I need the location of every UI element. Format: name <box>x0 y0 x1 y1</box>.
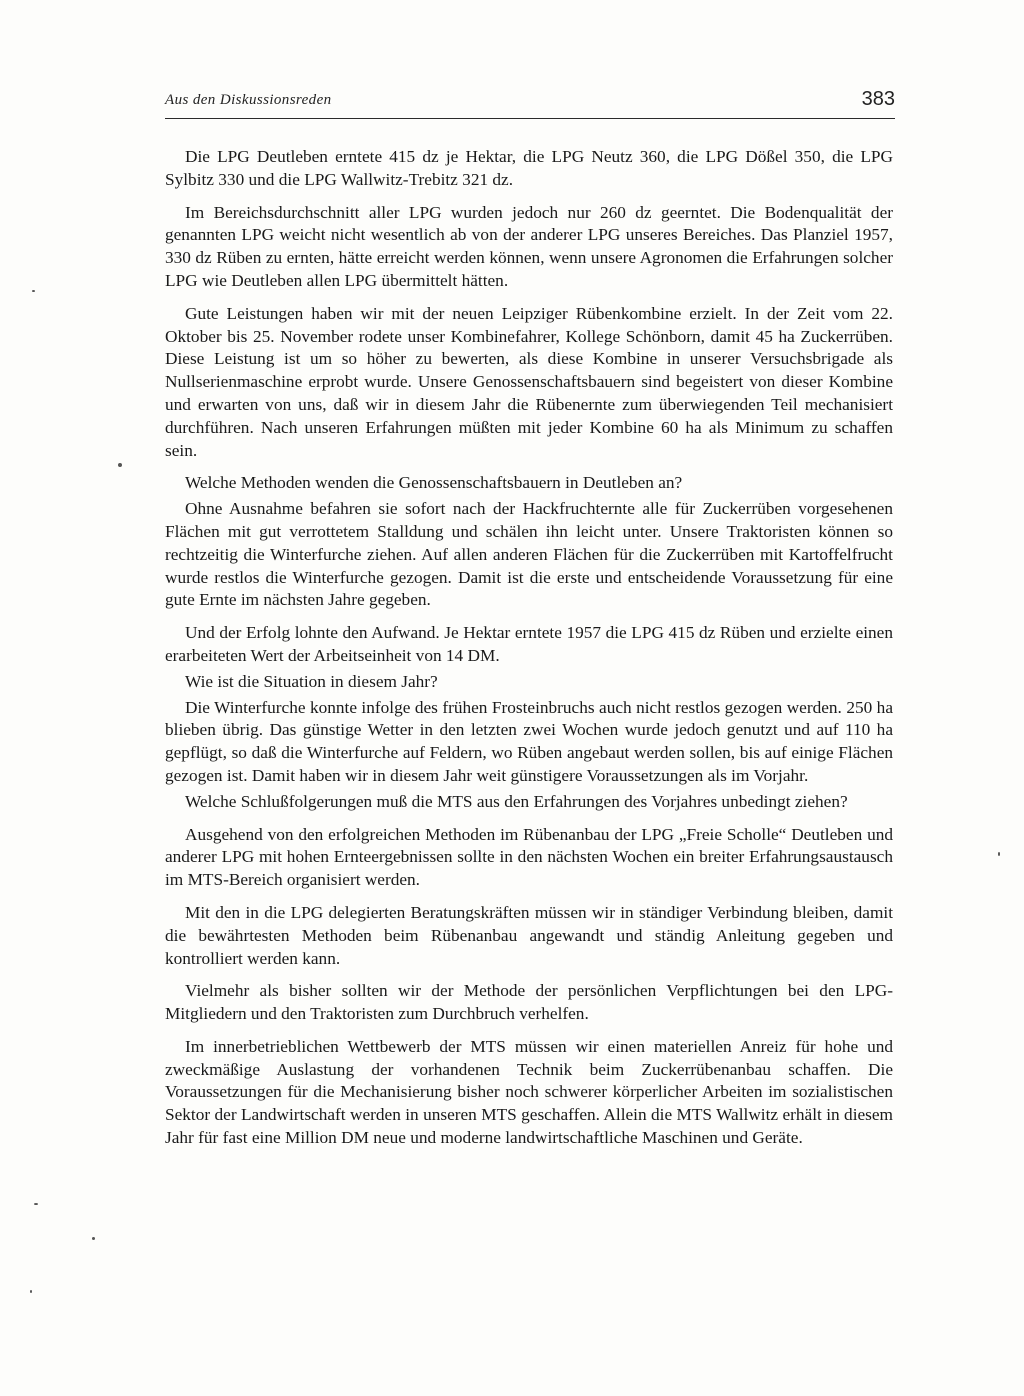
question-paragraph: Welche Schlußfolgerungen muß die MTS aus den Erfahrungen des Vorjahres unbedingt ziehen? <box>185 791 848 811</box>
running-head: Aus den Diskussionsreden <box>165 92 332 108</box>
question-paragraph: Wie ist die Situation in diesem Jahr? <box>185 671 438 691</box>
scan-speck <box>30 1290 32 1293</box>
paragraph: Ohne Ausnahme befahren sie sofort nach der Hackfruchternte alle für Zuckerrüben vorgesehenen Flächen mit gut verrottetem Stalldung und schälen ihn leicht unter. Unsere Traktoristen können so rechtzeitig die Winterfurche ziehen. Auf allen anderen Flächen für die Zuckerrüben mit Kartoffelfrucht wurde restlos die Winterfurche gezogen. Damit ist die erste und entscheidende Voraussetzung für eine gute Ernte im nächsten Jahre gegeben. <box>165 499 893 610</box>
scan-speck <box>998 852 1000 856</box>
question-paragraph: Welche Methoden wenden die Genossenschaftsbauern in Deutleben an? <box>185 473 683 493</box>
paragraph: Die LPG Deutleben erntete 415 dz je Hektar, die LPG Neutz 360, die LPG Dößel 350, die LPG Sylbitz 330 und die LPG Wallwitz-Trebitz 321 dz. <box>165 147 893 189</box>
paragraph: Vielmehr als bisher sollten wir der Methode der persönlichen Verpflichtungen bei den LPG-Mitgliedern und den Traktoristen zum Durchbruch verhelfen. <box>165 981 893 1024</box>
scan-speck <box>32 290 35 292</box>
body-text <box>165 146 893 1160</box>
paragraph: Und der Erfolg lohnte den Aufwand. Je Hektar erntete 1957 die LPG 415 dz Rüben und erzielte einen erarbeiteten Wert der Arbeitseinheit von 14 DM. <box>165 623 893 665</box>
scan-speck <box>118 463 122 467</box>
page-header <box>165 88 895 119</box>
paragraph: Gute Leistungen haben wir mit der neuen Leipziger Rübenkombine erzielt. In der Zeit vom 22. Oktober bis 25. November rodete unser Kombinefahrer, Kollege Schönborn, damit 45 ha Zuckerrüben. Diese Leistung ist um so höher zu bewerten, als diese Kombine in unserer Versuchsbrigade als Nullserienmaschine erprobt wurde. Unsere Genossenschaftsbauern sind begeistert von dieser Kombine und erwarten von uns, daß wir in diesem Jahr die Rübenernte zum überwiegenden Teil mechanisiert durchführen. Nach unseren Erfahrungen müßten mit jeder Kombine 60 ha als Minimum zu schaffen sein. <box>165 303 893 460</box>
scan-speck <box>34 1203 38 1205</box>
page-number: 383 <box>861 88 895 110</box>
paragraph: Ausgehend von den erfolgreichen Methoden im Rübenanbau der LPG „Freie Scholle“ Deutleben und anderer LPG mit hohen Ernteergebnissen sollte in den nächsten Wochen ein breiter Erfahrungsaustausch im MTS-Bereich organisiert werden. <box>165 824 893 890</box>
paragraph: Die Winterfurche konnte infolge des frühen Frosteinbruchs auch nicht restlos gezogen werden. 250 ha blieben übrig. Das günstige Wetter in den letzten zwei Wochen wurde jedoch genutzt und auf 110 ha gepflügt, so daß die Winterfurche auf Feldern, wo Rüben angebaut werden sollen, bis auf einige Flächen gezogen ist. Damit haben wir in diesem Jahr weit günstigere Voraussetzungen als im Vorjahr. <box>165 697 893 785</box>
paragraph: Mit den in die LPG delegierten Beratungskräften müssen wir in ständiger Verbindung bleiben, damit die bewährtesten Methoden beim Rübenanbau angewandt und ständig Anleitung gegeben und kontrolliert werden kann. <box>165 902 893 968</box>
paragraph: Im Bereichsdurchschnitt aller LPG wurden jedoch nur 260 dz geerntet. Die Bodenqualität der genannten LPG weicht nicht wesentlich ab von der anderer LPG unseres Bereiches. Das Planziel 1957, 330 dz Rüben zu ernten, hätte erreicht werden können, wenn unsere Agronomen die Erfahrungen solcher LPG wie Deutleben allen LPG übermittelt hätten. <box>165 202 893 290</box>
scan-speck <box>92 1237 95 1240</box>
paragraph: Im innerbetrieblichen Wettbewerb der MTS müssen wir einen materiellen Anreiz für hohe und zweckmäßige Auslastung der vorhandenen Technik beim Zuckerrübenanbau schaffen. Die Voraussetzungen für die Mechanisierung bisher noch schwerer körperlicher Arbeiten im sozialistischen Sektor der Landwirtschaft werden in unseren MTS geschaffen. Allein die MTS Wallwitz erhält in diesem Jahr für fast eine Million DM neue und moderne landwirtschaftliche Maschinen und Geräte. <box>165 1036 893 1148</box>
